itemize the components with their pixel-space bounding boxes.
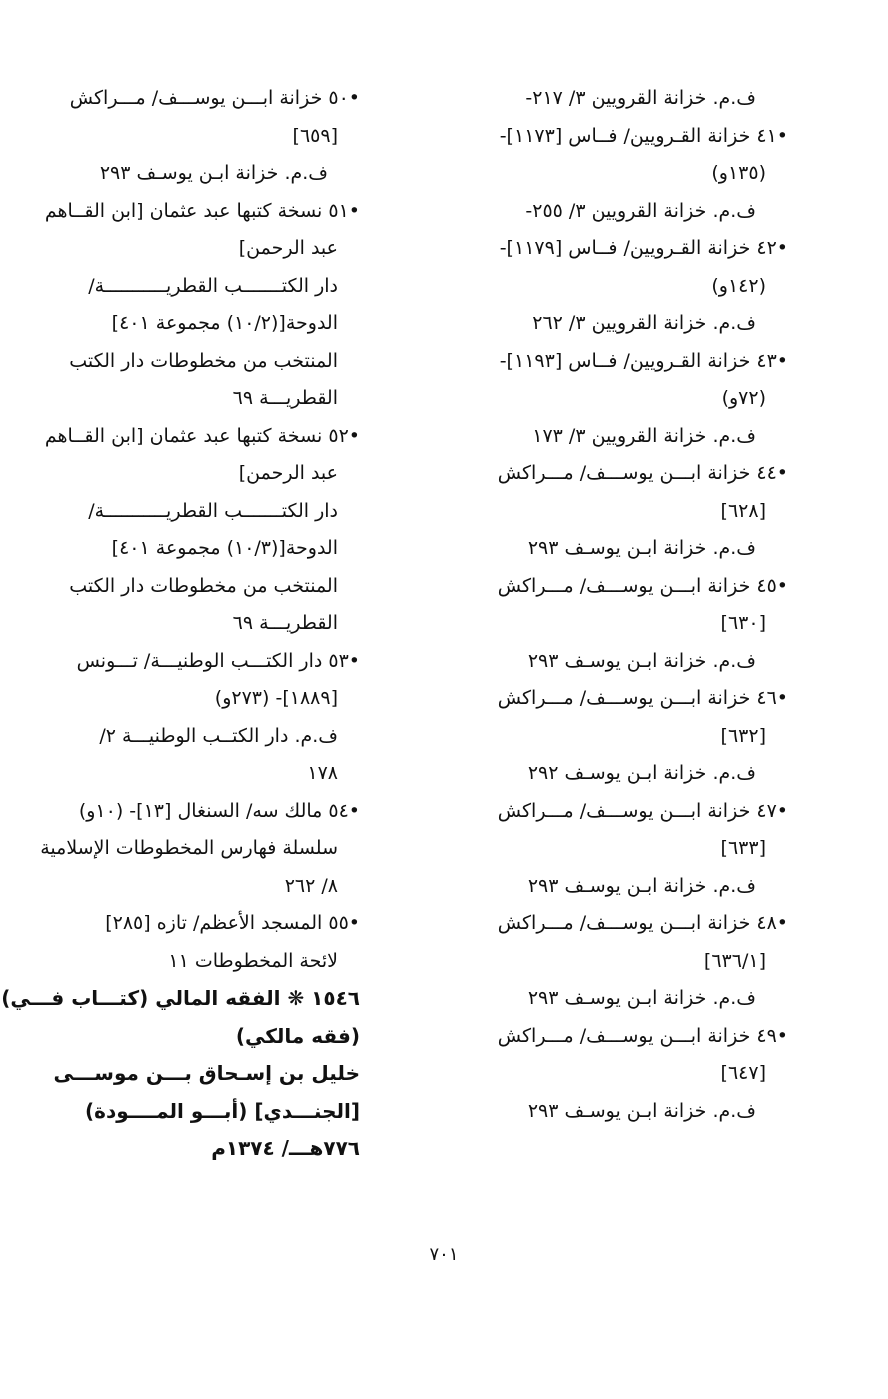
manuscript-entry: •٤٤ خزانة ابـــن يوســـف/ مـــراكش xyxy=(497,462,788,484)
entry-continuation: القطريـــة ٦٩ xyxy=(232,612,338,634)
manuscript-entry: •٥٣ دار الكتـــب الوطنيـــة/ تـــونس xyxy=(76,649,360,672)
manuscript-entry: •٥٥ المسجد الأعظم/ تازه [٢٨٥] xyxy=(105,912,360,934)
entry-continuation: المنتخب من مخطوطات دار الكتب xyxy=(69,574,338,597)
manuscript-entry: •٤٩ خزانة ابـــن يوســـف/ مـــراكش xyxy=(497,1024,788,1047)
manuscript-entry: •٥١ نسخة كتبها عبد عثمان [ابن القــاهم xyxy=(44,199,360,222)
catalog-reference: ف.م. خزانة القرويين ٣/ ٢٦٢ xyxy=(532,312,756,334)
catalog-reference: ف.م. خزانة القرويين ٣/ ٢٥٥- xyxy=(525,199,756,222)
catalog-reference: ف.م. خزانة ابـن يوسـف ٢٩٢ xyxy=(527,762,756,784)
entry-continuation: لائحة المخطوطات ١١ xyxy=(168,949,338,972)
catalog-reference: ف.م. خزانة ابـن يوسـف ٢٩٣ xyxy=(99,162,328,184)
catalog-reference: ف.م. خزانة ابـن يوسـف ٢٩٣ xyxy=(527,649,756,672)
entry-continuation: [٦٢٨] xyxy=(720,499,766,522)
manuscript-entry: •٥٠ خزانة ابـــن يوســـف/ مـــراكش xyxy=(69,87,360,109)
entry-continuation: [٦٣٢] xyxy=(720,724,766,747)
manuscript-entry: •٤٣ خزانة القـرويين/ فــاس [١١٩٣]- xyxy=(499,349,788,372)
catalog-reference: ف.م. خزانة القرويين ٣/ ٢١٧- xyxy=(525,87,756,109)
entry-continuation: عبد الرحمن] xyxy=(238,237,338,259)
book-heading: ١٥٤٦ ❋ الفقه المالي (كتـــاب فـــي) xyxy=(1,986,360,1010)
entry-continuation: [١٨٨٩]- (٢٧٣و) xyxy=(214,687,338,709)
entry-continuation: [٦٣٣] xyxy=(720,837,766,859)
book-heading-continuation: (فقه مالكي) xyxy=(235,1023,360,1048)
catalog-reference: ف.م. خزانة ابـن يوسـف ٢٩٣ xyxy=(527,1099,756,1122)
entry-continuation: [٦٤٧] xyxy=(720,1062,766,1084)
left-column xyxy=(1,80,360,1168)
book-heading-continuation: خليل بن إسـحاق بـــن موســـى xyxy=(53,1061,360,1085)
manuscript-entry: •٥٢ نسخة كتبها عبد عثمان [ابن القــاهم xyxy=(44,424,360,447)
manuscript-entry: •٤١ خزانة القـرويين/ فــاس [١١٧٣]- xyxy=(499,124,788,147)
catalog-reference: ف.م. خزانة القرويين ٣/ ١٧٣ xyxy=(532,424,756,447)
page-number: ٧٠١ xyxy=(429,1244,459,1265)
entry-continuation: الدوحة[(١٠/٢) مجموعة ٤٠١] xyxy=(111,312,338,334)
entry-continuation: ١٧٨ xyxy=(307,762,338,784)
catalog-reference: ف.م. خزانة ابـن يوسـف ٢٩٣ xyxy=(527,537,756,559)
manuscript-entry: •٥٤ مالك سه/ السنغال [١٣]- (١٠و) xyxy=(78,799,360,822)
entry-continuation: دار الكتـــــــب القطريـــــــــــة/ xyxy=(88,274,338,297)
catalog-reference: ف.م. خزانة ابـن يوسـف ٢٩٣ xyxy=(527,874,756,897)
manuscript-entry: •٤٧ خزانة ابـــن يوســـف/ مـــراكش xyxy=(497,799,788,822)
entry-continuation: سلسلة فهارس المخطوطات الإسلامية xyxy=(40,837,338,859)
entry-continuation: المنتخب من مخطوطات دار الكتب xyxy=(69,349,338,372)
entry-continuation: الدوحة[(١٠/٣) مجموعة ٤٠١] xyxy=(111,537,338,559)
book-heading-continuation: [الجنـــدي] (أبـــو المــــودة) xyxy=(85,1098,360,1123)
entry-continuation: (١٤٢و) xyxy=(711,274,766,297)
entry-continuation: دار الكتـــــــب القطريـــــــــــة/ xyxy=(88,499,338,522)
manuscript-entry: •٤٦ خزانة ابـــن يوســـف/ مـــراكش xyxy=(497,687,788,709)
catalog-reference: ف.م. خزانة ابـن يوسـف ٢٩٣ xyxy=(527,987,756,1009)
entry-continuation: القطريـــة ٦٩ xyxy=(232,387,338,409)
book-heading-continuation: ٧٧٦هـــ/ ١٣٧٤م xyxy=(211,1136,360,1160)
manuscript-entry: •٤٥ خزانة ابـــن يوســـف/ مـــراكش xyxy=(497,574,788,597)
manuscript-entry: •٤٨ خزانة ابـــن يوســـف/ مـــراكش xyxy=(497,912,788,934)
entry-continuation: (١٣٥و) xyxy=(711,162,766,184)
entry-continuation: عبد الرحمن] xyxy=(238,462,338,484)
entry-continuation: [٦٥٩] xyxy=(292,124,338,147)
manuscript-entry: •٤٢ خزانة القـرويين/ فــاس [١١٧٩]- xyxy=(499,237,788,259)
entry-continuation: (٧٢و) xyxy=(721,387,766,409)
entry-continuation: [٦٣٦/١] xyxy=(703,949,766,972)
entry-continuation: [٦٣٠] xyxy=(720,612,766,634)
entry-continuation: ف.م. دار الكتــب الوطنيـــة ٢/ xyxy=(99,724,338,747)
entry-continuation: ٨/ ٢٦٢ xyxy=(284,874,338,897)
right-column xyxy=(428,80,788,1130)
